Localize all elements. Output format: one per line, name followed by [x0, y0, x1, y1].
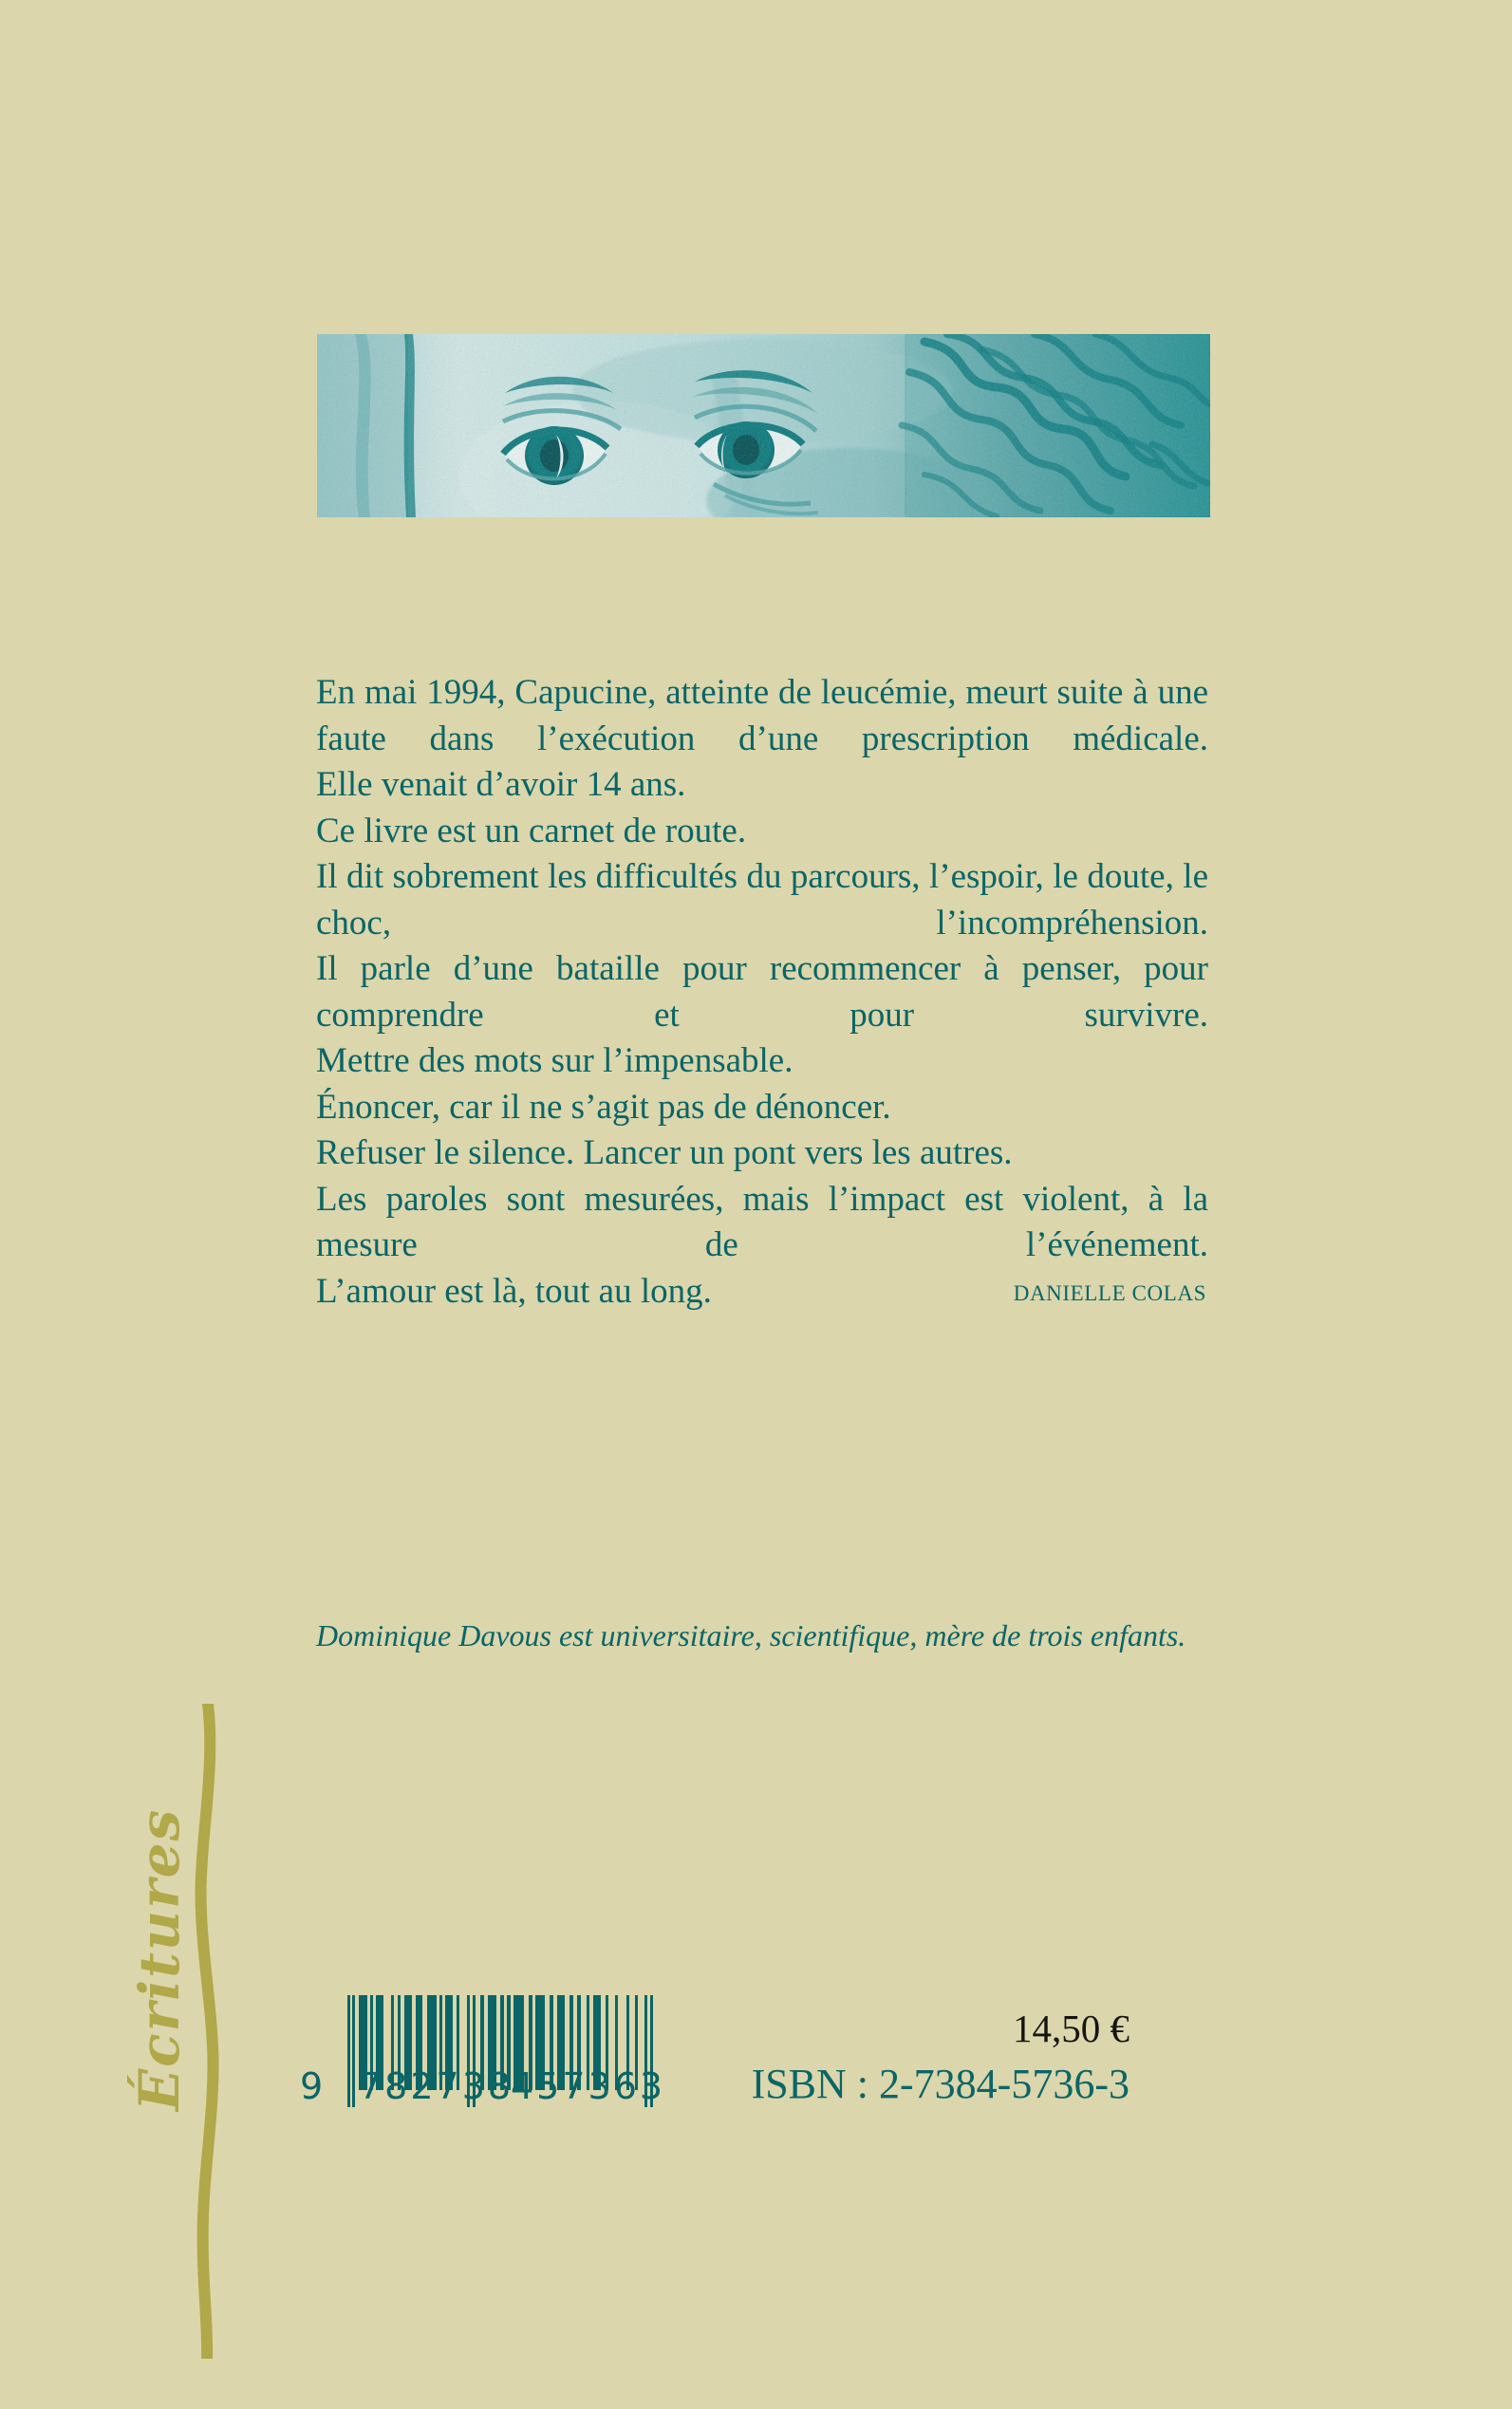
blurb-line: Énoncer, car il ne s’agit pas de dénoncer. [316, 1087, 891, 1127]
blurb-line: Il dit sobrement les difficultés du parcours, l’espoir, le doute, le choc, l’incompréhension. [316, 857, 1208, 943]
barcode-lead-digit: 9 [300, 2065, 327, 2107]
author-bio: Dominique Davous est universitaire, scientifique, mère de trois enfants. [316, 1618, 1186, 1653]
blurb-line: Elle venait d’avoir 14 ans. [316, 765, 686, 804]
blurb-line: Ce livre est un carnet de route. [316, 811, 747, 850]
blurb-text [316, 670, 1208, 1315]
blurb-line: En mai 1994, Capucine, atteinte de leucémie, meurt suite à une faute dans l’exécution d’une prescription médicale. [316, 673, 1208, 758]
blurb-final-line-row [316, 1269, 1208, 1316]
brush-stroke-icon [186, 1704, 224, 2359]
duotone-eyes-illustration [317, 334, 1210, 517]
collection-mark [74, 1671, 264, 2373]
blurb-attribution: DANIELLE COLAS [1013, 1280, 1206, 1305]
barcode-group-right: 457363 [511, 2065, 666, 2107]
collection-name-ecritures: Écritures [127, 1807, 192, 2111]
blurb-line: Les paroles sont mesurées, mais l’impact est violent, à la mesure de l’événement. [316, 1179, 1208, 1264]
price: 14,50 € [1013, 2007, 1129, 2050]
blurb-line: Mettre des mots sur l’impensable. [316, 1041, 793, 1080]
blurb-line: Il parle d’une bataille pour recommencer à penser, pour comprendre et pour survivre. [316, 949, 1208, 1035]
barcode-group-left: 782738 [359, 2065, 514, 2107]
blurb-line: Refuser le silence. Lancer un pont vers les autres. [316, 1133, 1013, 1172]
cover-photo-band [317, 334, 1210, 517]
blurb-line: L’amour est là, tout au long. [316, 1271, 712, 1311]
barcode-digits [300, 2065, 670, 2109]
isbn: ISBN : 2-7384-5736-3 [751, 2061, 1129, 2107]
brush-stroke-decoration [186, 1704, 224, 2359]
